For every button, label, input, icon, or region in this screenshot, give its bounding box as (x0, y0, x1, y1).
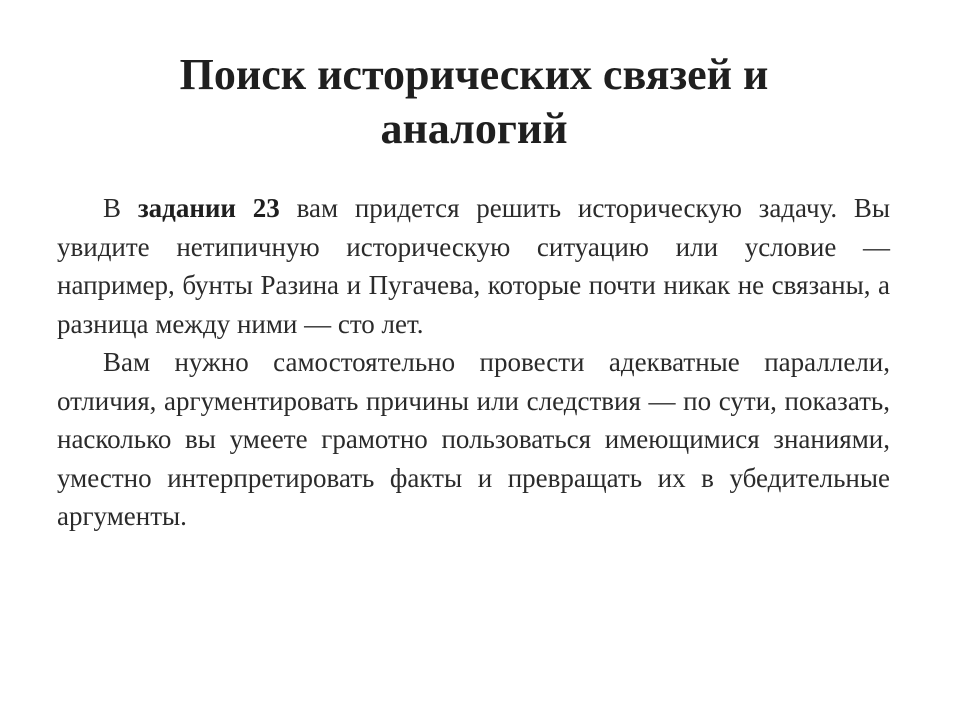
slide-body (57, 189, 890, 536)
paragraph-1 (57, 189, 890, 343)
paragraph-2: Вам нужно самостоятельно провести адекватные параллели, отличия, аргументировать причины или следствия — по сути, показать, насколько вы умеете грамотно пользоваться имеющимися знаниями, уместно интерпретировать факты и превращать их в убедительные аргументы. (57, 347, 890, 531)
paragraph-1-rest: вам придется решить историческую задачу. Вы увидите нетипичную историческую ситуацию или условие — например, бунты Разина и Пугачева, которые почти никак не связаны, а разница между ними — сто лет. (57, 193, 891, 339)
paragraph-1-bold: задании 23 (137, 193, 280, 223)
slide-title: Поиск исторических связей и аналогий (179, 50, 769, 153)
paragraph-1-lead: В (103, 193, 138, 223)
